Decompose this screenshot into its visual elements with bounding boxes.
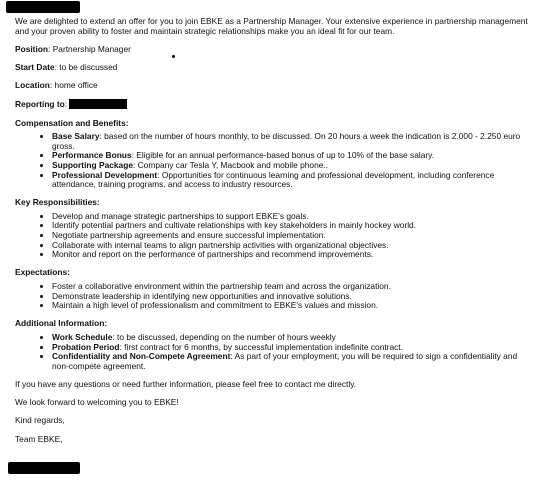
start-date-line: Start Date: to be discussed: [15, 61, 118, 72]
location-line: Location: home office: [15, 80, 98, 91]
list-item: • Confidentiality and Non-Compete Agreement: As part of your employment, you will be required to sign a confidentiality and non-compete agreement.: [52, 352, 535, 371]
list-item: • Foster a collaborative environment within the partnership team and across the organization.: [52, 282, 535, 292]
additional-list: [15, 333, 535, 371]
reporting-to-line: Reporting to:: [15, 99, 535, 110]
redacted-signature: [8, 462, 80, 474]
position-line: Position: Partnership Manager: [15, 43, 131, 54]
list-item: • Demonstrate leadership in identifying new opportunities and innovative solutions.: [52, 292, 535, 302]
compensation-heading: Compensation and Benefits:: [15, 117, 129, 128]
compensation-list: [15, 132, 535, 190]
team-line: Team EBKE,: [15, 433, 63, 444]
questions-line: If you have any questions or need further information, please feel free to contact me directly.: [15, 378, 357, 389]
list-item: • Performance Bonus: Eligible for an annual performance-based bonus of up to 10% of the base salary.: [52, 151, 535, 161]
list-item: • Monitor and report on the performance of partnerships and recommend improvements.: [52, 250, 535, 260]
intro-paragraph: We are delighted to extend an offer for you to join EBKE as a Partnership Manager. Your extensive experience in partnership management and your proven ability to foster and maintain strategic relationships make you an ideal fit for our team.: [15, 16, 528, 36]
list-item: • Supporting Package: Company car Tesla Y, Macbook and mobile phone..: [52, 161, 535, 171]
responsibilities-list: [15, 212, 535, 260]
expectations-list: [15, 282, 535, 311]
list-item: • Collaborate with internal teams to align partnership activities with organizational objectives.: [52, 241, 535, 251]
list-item: • Work Schedule: to be discussed, depending on the number of hours weekly: [52, 333, 535, 343]
list-item: • Negotiate partnership agreements and ensure successful implementation.: [52, 231, 535, 241]
look-forward-line: We look forward to welcoming you to EBKE!: [15, 397, 179, 408]
redacted-manager-name: [69, 99, 127, 109]
list-item: • Professional Development: Opportunities for continuous learning and professional development, including conference attendance, training programs, and access to industry resources.: [52, 171, 535, 190]
responsibilities-heading: Key Responsibilities:: [15, 197, 100, 208]
redacted-header-name: [6, 1, 80, 13]
list-item: • Develop and manage strategic partnerships to support EBKE's goals.: [52, 212, 535, 222]
additional-heading: Additional Information:: [15, 318, 108, 329]
expectations-heading: Expectations:: [15, 267, 70, 278]
list-item: • Identify potential partners and cultivate relationships with key stakeholders in mainly hockey world.: [52, 221, 535, 231]
list-item: • Base Salary: based on the number of hours monthly, to be discussed. On 20 hours a week the indication is 2.000 - 2.250 euro gross.: [52, 132, 535, 151]
list-item: • Maintain a high level of professionalism and commitment to EBKE's values and mission.: [52, 301, 535, 311]
regards-line: Kind regards,: [15, 415, 65, 426]
offer-letter: [15, 17, 535, 444]
list-item: • Probation Period: first contract for 6 months, by successful implementation indefinite contract.: [52, 343, 535, 353]
